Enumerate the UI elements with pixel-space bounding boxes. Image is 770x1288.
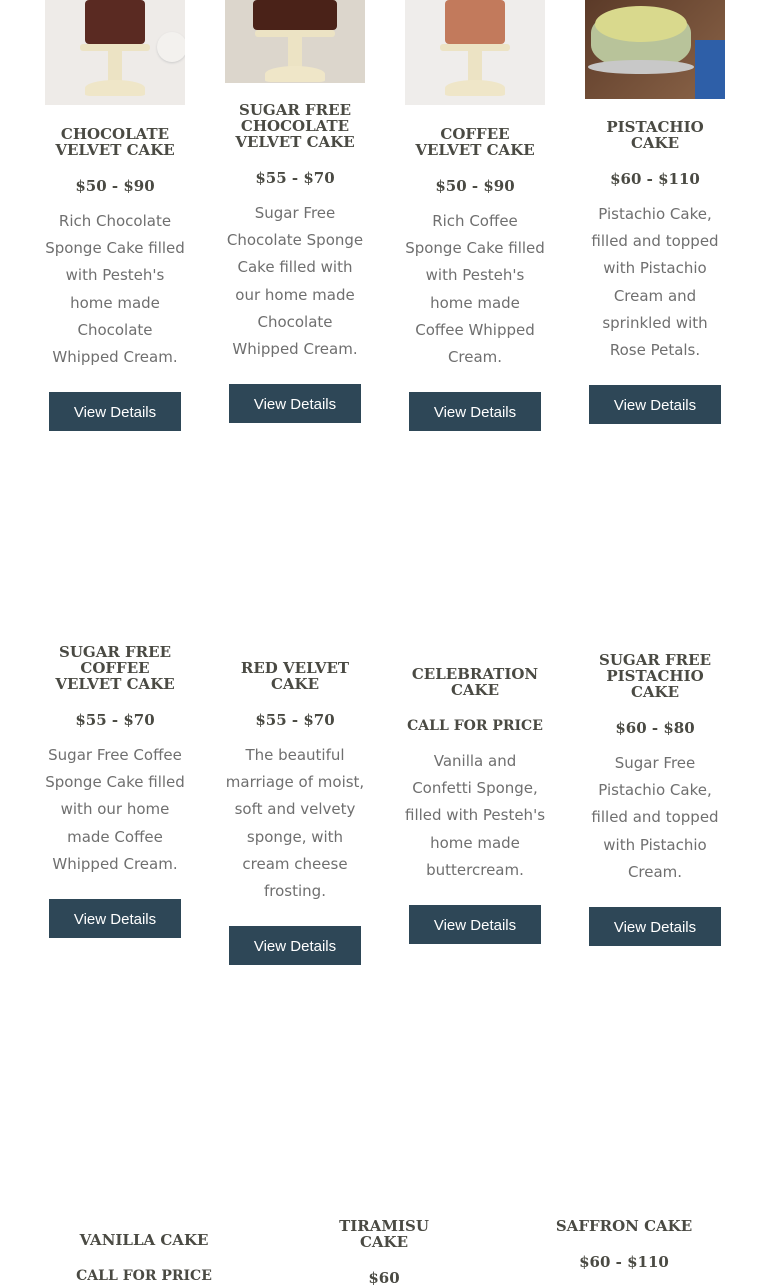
product-card: [74, 1232, 214, 1286]
product-card: [45, 644, 185, 938]
coffee-velvet-cake-image[interactable]: [405, 0, 545, 105]
view-details-button[interactable]: View Details: [589, 385, 721, 424]
product-title[interactable]: PISTACHIO CAKE: [606, 118, 704, 152]
product-price: CALL FOR PRICE: [76, 1268, 212, 1284]
product-price: $55 - $70: [255, 169, 335, 187]
product-price: $60 - $80: [615, 719, 695, 737]
product-price: $55 - $70: [75, 711, 155, 729]
product-description: Sugar Free Coffee Sponge Cake filled with our home made Coffee Whipped Cream.: [45, 746, 185, 873]
product-price: $60 - $110: [579, 1253, 669, 1271]
product-title[interactable]: SAFFRON CAKE: [555, 1217, 693, 1235]
product-card: [405, 0, 545, 431]
product-card: [554, 1218, 694, 1272]
product-price: $60 - $110: [610, 170, 700, 188]
product-title[interactable]: TIRAMISU CAKE: [339, 1217, 429, 1251]
product-title[interactable]: SUGAR FREE PISTACHIO CAKE: [598, 651, 712, 701]
product-card: [405, 666, 545, 944]
view-details-button[interactable]: View Details: [409, 392, 541, 431]
view-details-button[interactable]: View Details: [49, 392, 181, 431]
view-details-button[interactable]: View Details: [589, 907, 721, 946]
view-details-button[interactable]: View Details: [229, 384, 361, 423]
product-title[interactable]: VANILLA CAKE: [79, 1231, 209, 1249]
product-description: Rich Coffee Sponge Cake filled with Pesteh's home made Coffee Whipped Cream.: [405, 212, 545, 367]
product-description: Sugar Free Chocolate Sponge Cake filled with our home made Chocolate Whipped Cream.: [226, 204, 364, 359]
product-card: [314, 1218, 454, 1288]
view-details-button[interactable]: View Details: [229, 926, 361, 965]
chocolate-velvet-cake-image[interactable]: [45, 0, 185, 105]
product-description: Pistachio Cake, filled and topped with Pistachio Cream and sprinkled with Rose Petals.: [591, 205, 719, 360]
product-price: CALL FOR PRICE: [407, 718, 543, 734]
product-description: The beautiful marriage of moist, soft and velvety sponge, with cream cheese frosting.: [225, 746, 365, 901]
product-price: $50 - $90: [435, 177, 515, 195]
product-title[interactable]: RED VELVET CAKE: [240, 659, 350, 693]
product-price: $50 - $90: [75, 177, 155, 195]
view-details-button[interactable]: View Details: [409, 905, 541, 944]
product-description: Vanilla and Confetti Sponge, filled with Pesteh's home made buttercream.: [405, 752, 546, 879]
product-description: Sugar Free Pistachio Cake, filled and topped with Pistachio Cream.: [591, 754, 719, 881]
product-price: $55 - $70: [255, 711, 335, 729]
pistachio-cake-image[interactable]: [585, 0, 725, 99]
product-description: Rich Chocolate Sponge Cake filled with Pesteh's home made Chocolate Whipped Cream.: [45, 212, 185, 367]
product-title[interactable]: CHOCOLATE VELVET CAKE: [55, 125, 175, 159]
product-card: [585, 0, 725, 424]
product-title[interactable]: COFFEE VELVET CAKE: [415, 125, 535, 159]
product-card: [225, 660, 365, 965]
product-card: [45, 0, 185, 431]
product-title[interactable]: CELEBRATION CAKE: [411, 665, 539, 699]
product-card: [585, 652, 725, 946]
sugar-free-chocolate-velvet-cake-image[interactable]: [225, 0, 365, 83]
view-details-button[interactable]: View Details: [49, 899, 181, 938]
product-card: [225, 0, 365, 423]
product-title[interactable]: SUGAR FREE COFFEE VELVET CAKE: [55, 643, 175, 693]
product-title[interactable]: SUGAR FREE CHOCOLATE VELVET CAKE: [235, 101, 355, 151]
product-price: $60: [368, 1269, 400, 1287]
